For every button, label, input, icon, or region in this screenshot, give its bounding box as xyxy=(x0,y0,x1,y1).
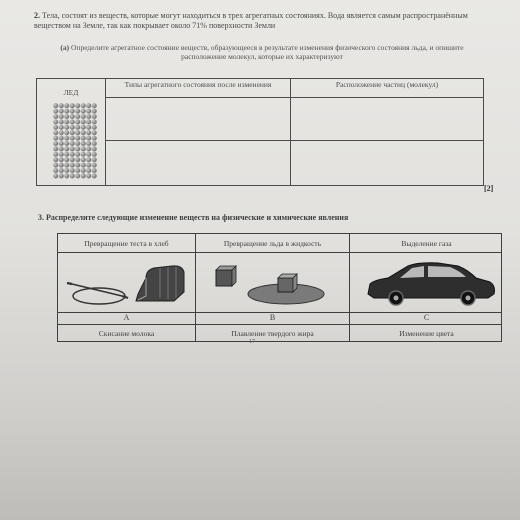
header-gas-release: Выделение газа xyxy=(401,239,452,248)
fat-melting: Плавление твердого жира xyxy=(231,329,314,338)
answer-cell-arrangement-2[interactable] xyxy=(293,145,481,181)
ice-header: ЛЕД xyxy=(63,88,79,97)
question-2-marks: [2] xyxy=(484,184,494,193)
label-b: B xyxy=(269,313,276,322)
milk-souring: Скисание молока xyxy=(98,329,155,338)
answer-cell-state-2[interactable] xyxy=(109,145,287,181)
answer-cell-arrangement-1[interactable] xyxy=(293,105,481,135)
question-3-text: 3. Распределите следующие изменение веществ на физические и химические явления xyxy=(38,213,349,222)
label-c: C xyxy=(423,313,430,322)
phenomena-table xyxy=(57,233,502,342)
car-exhaust-icon xyxy=(358,258,498,310)
particle-arrangement-header: Расположение частиц (молекул) xyxy=(335,80,439,89)
color-change: Изменение цвета xyxy=(399,329,454,338)
ice-state-table xyxy=(36,78,484,186)
answer-cell-state-1[interactable] xyxy=(109,105,287,135)
header-dough-to-bread: Превращение теста в хлеб xyxy=(84,239,169,248)
question-2a-text: (a) Определите агрегатное состояние веществ, образующееся в результате изменения физического состояния льда, и опишите расположение молекул, которые их характеризуют xyxy=(60,43,464,61)
question-2-text: 2. Тела, состоят из веществ, которые могут находиться в трех агрегатных состояниях. Вода является самым распространённым веществом на Земле, так как покрывает около 71% поверхности Земли xyxy=(34,11,468,30)
label-a: A xyxy=(123,313,130,322)
header-ice-to-liquid: Превращение льда в жидкость xyxy=(223,239,322,248)
ice-molecule-lattice-icon xyxy=(53,103,97,179)
page-number: 17 xyxy=(249,339,255,345)
ice-melting-icon xyxy=(204,256,342,310)
state-type-header: Типы агрегатного состояния после изменения xyxy=(124,80,272,89)
rolling-pin-and-bread-icon xyxy=(66,256,191,310)
